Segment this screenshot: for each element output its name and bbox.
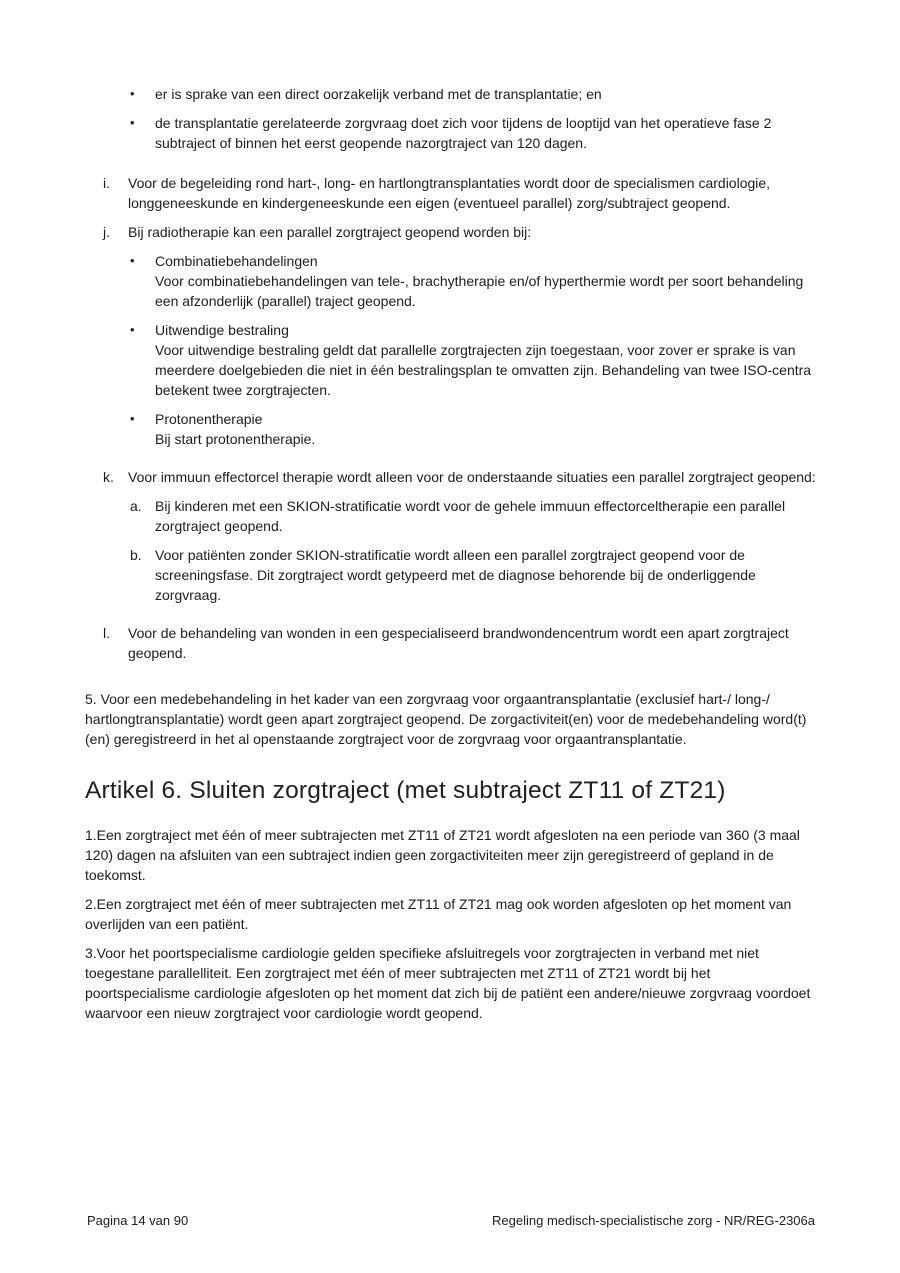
list-item-text: Voor patiënten zonder SKION-stratificatie wordt alleen een parallel zorgtraject geopend voor de screeningsfase. Dit zorgtraject wordt getypeerd met de diagnose behorende bij de onderliggende zorgvraag. — [155, 547, 756, 603]
bullet-body: Voor uitwendige bestraling geldt dat parallelle zorgtrajecten zijn toegestaan, voor zover er sprake is van meerdere doelgebieden die niet in één bestralingsplan te omvatten zijn. Behandeling van twee ISO-centra betekent twee zorgtrajecten. — [155, 342, 812, 398]
page-footer — [87, 1212, 815, 1230]
list-item-text: Bij radiotherapie kan een parallel zorgtraject geopend worden bij: — [128, 224, 532, 240]
bullet-body: Voor combinatiebehandelingen van tele-, brachytherapie en/of hyperthermie wordt per soort behandeling een afzonderlijk (parallel) traject geopend. — [155, 273, 804, 309]
list-marker: i. — [103, 175, 110, 191]
list-item-i — [103, 173, 817, 213]
bullet-title: Combinatiebehandelingen — [155, 253, 318, 269]
list-item-uitwendige-bestraling — [130, 320, 817, 400]
list-item-k — [103, 467, 817, 487]
list-item-k-b — [130, 545, 817, 605]
list-item-combinatiebehandelingen — [130, 251, 817, 311]
article-6-paragraph-1: 1.Een zorgtraject met één of meer subtrajecten met ZT11 of ZT21 wordt afgesloten na een periode van 360 (3 maal 120) dagen na afsluiten van een subtraject indien geen zorgactiviteiten meer zijn geregistreerd of gepland in de toekomst. — [85, 827, 800, 883]
list-item-text — [155, 320, 817, 400]
list-item — [130, 84, 817, 104]
bullet-marker: • — [130, 411, 135, 426]
list-marker: j. — [103, 224, 110, 240]
list-marker: l. — [103, 625, 110, 641]
article-6-paragraph-3: 3.Voor het poortspecialisme cardiologie gelden specifieke afsluitregels voor zorgtrajecten in verband met niet toegestane parallelliteit. Een zorgtraject met één of meer subtrajecten met ZT11 of ZT21 wordt bij het poortspecialisme cardiologie afgesloten op het moment dat zich bij de patiënt een andere/nieuwe zorgvraag voordoet waarvoor een nieuw zorgtraject voor cardiologie wordt geopend. — [85, 945, 811, 1021]
list-item-j — [103, 222, 817, 242]
bullet-title: Uitwendige bestraling — [155, 322, 289, 338]
article-6-heading: Artikel 6. Sluiten zorgtraject (met subtraject ZT11 of ZT21) — [85, 777, 726, 804]
bullet-body: Bij start protonentherapie. — [155, 431, 316, 447]
list-marker: a. — [130, 498, 142, 514]
bullet-marker: • — [130, 115, 135, 130]
list-item-text: Voor de behandeling van wonden in een gespecialiseerd brandwondencentrum wordt een apart zorgtraject geopend. — [128, 625, 789, 661]
list-marker: k. — [103, 469, 114, 485]
list-marker: b. — [130, 547, 142, 563]
bullet-marker: • — [130, 253, 135, 268]
list-item-k-a — [130, 496, 817, 536]
list-item-text: Voor immuun effectorcel therapie wordt alleen voor de onderstaande situaties een parallel zorgtraject geopend: — [128, 469, 816, 485]
article-6-paragraph-2: 2.Een zorgtraject met één of meer subtrajecten met ZT11 of ZT21 mag ook worden afgesloten op het moment van overlijden van een patiënt. — [85, 896, 792, 932]
list-item-text — [155, 251, 817, 311]
paragraph-5: 5. Voor een medebehandeling in het kader van een zorgvraag voor orgaantransplantatie (exclusief hart-/ long-/ hartlongtransplantatie) wordt geen apart zorgtraject geopend. De zorgactiviteit(en) voor de medebehandeling word(t)(en) geregistreerd in het al openstaande zorgtraject voor de zorgvraag voor orgaantransplantatie. — [85, 691, 807, 747]
list-item-l — [103, 623, 817, 663]
list-item — [130, 113, 817, 153]
list-item-text: Bij kinderen met een SKION-stratificatie wordt voor de gehele immuun effectorceltherapie een parallel zorgtraject geopend. — [155, 498, 786, 534]
page-content — [85, 84, 817, 1032]
bullet-marker: • — [130, 322, 135, 337]
list-item-text — [155, 409, 817, 449]
bullet-title: Protonentherapie — [155, 411, 263, 427]
list-item-text: de transplantatie gerelateerde zorgvraag doet zich voor tijdens de looptijd van het operatieve fase 2 subtraject of binnen het eerst geopende nazorgtraject van 120 dagen. — [155, 115, 772, 151]
list-item-protonentherapie — [130, 409, 817, 449]
footer-document-title: Regeling medisch-specialistische zorg - NR/REG-2306a — [492, 1213, 815, 1228]
list-item-text: er is sprake van een direct oorzakelijk verband met de transplantatie; en — [155, 86, 602, 102]
list-item-text: Voor de begeleiding rond hart-, long- en hartlongtransplantaties wordt door de specialismen cardiologie, longgeneeskunde en kindergeneeskunde een eigen (eventueel parallel) zorg/subtraject geopend. — [128, 175, 771, 211]
bullet-marker: • — [130, 86, 135, 101]
footer-page-number: Pagina 14 van 90 — [87, 1213, 189, 1228]
